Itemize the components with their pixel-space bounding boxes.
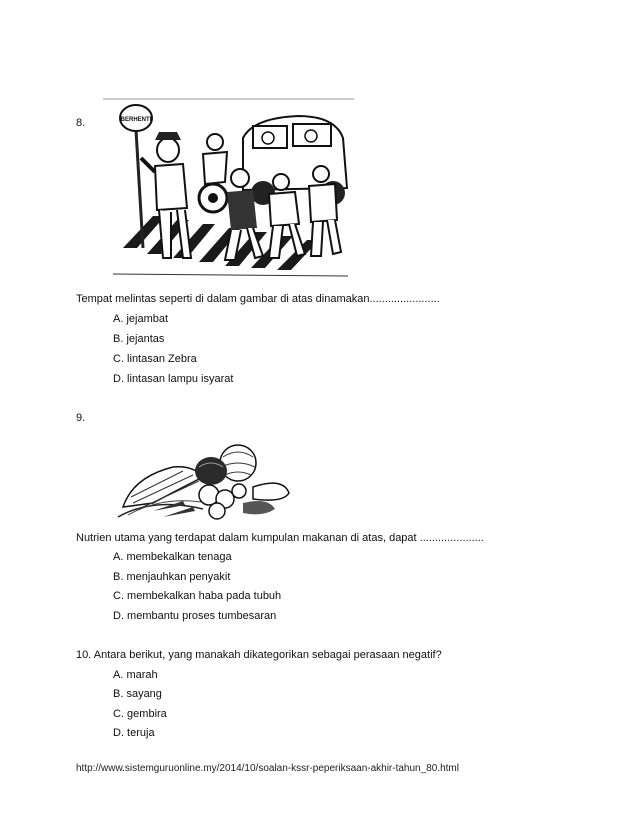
question-9-option-d[interactable]: D. membantu proses tumbesaran <box>113 610 277 622</box>
question-8-text: Tempat melintas seperti di dalam gambar di atas dinamakan....................... <box>76 293 440 305</box>
question-8-number: 8. <box>76 117 86 129</box>
stop-sign-text: BERHENTI <box>120 117 152 123</box>
question-10-option-a[interactable]: A. marah <box>113 669 158 681</box>
question-9-option-b[interactable]: B. menjauhkan penyakit <box>113 571 231 583</box>
question-8-option-d[interactable]: D. lintasan lampu isyarat <box>113 373 234 385</box>
question-9-text: Nutrien utama yang terdapat dalam kumpulan makanan di atas, dapat ..................... <box>76 532 484 544</box>
question-8-option-a[interactable]: A. jejambat <box>113 313 169 325</box>
question-10-option-c[interactable]: C. gembira <box>113 708 167 720</box>
question-10-option-b[interactable]: B. sayang <box>113 688 162 700</box>
vegetables-image <box>113 437 293 521</box>
pedestrian-crossing-image <box>103 98 354 280</box>
question-9-option-a[interactable]: A. membekalkan tenaga <box>113 551 232 563</box>
question-10-text: 10. Antara berikut, yang manakah dikategorikan sebagai perasaan negatif? <box>76 649 442 661</box>
question-9-number: 9. <box>76 412 86 424</box>
question-10-option-d[interactable]: D. teruja <box>113 727 155 739</box>
question-8-option-b[interactable]: B. jejantas <box>113 333 165 345</box>
question-8-option-c[interactable]: C. lintasan Zebra <box>113 353 197 365</box>
footer-url[interactable]: http://www.sistemguruonline.my/2014/10/soalan-kssr-peperiksaan-akhir-tahun_80.html <box>76 763 459 774</box>
question-9-option-c[interactable]: C. membekalkan haba pada tubuh <box>113 590 282 602</box>
